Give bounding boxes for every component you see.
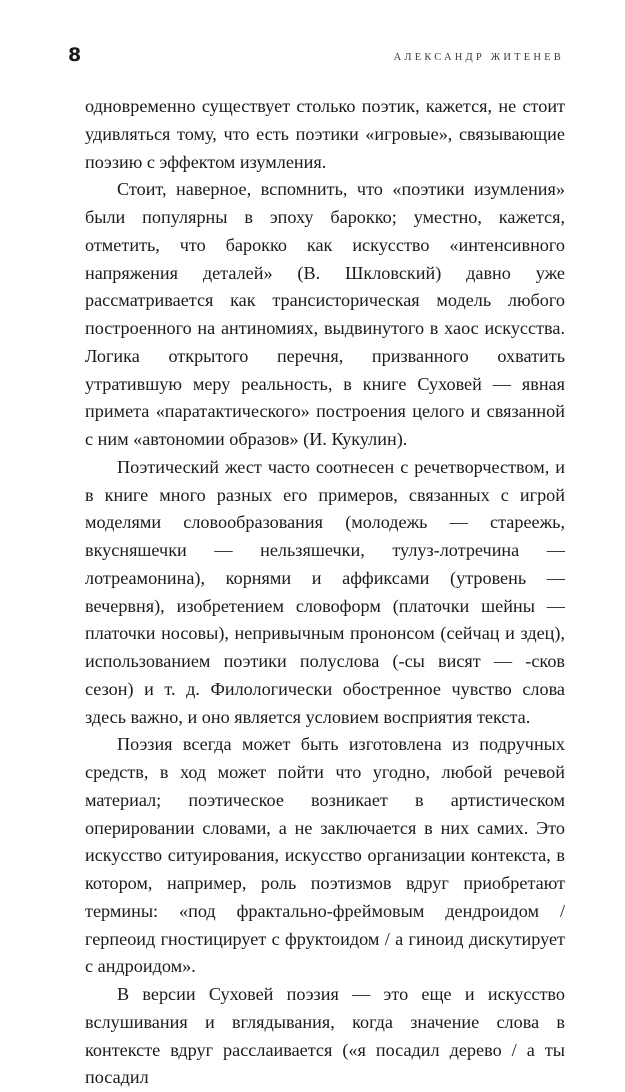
paragraph-1: одновременно существует столько поэтик, кажется, не стоит удивляться тому, что есть поэтики «игровые», связывающие поэзию с эффектом изумления. xyxy=(85,96,565,172)
running-head-author: АЛЕКСАНДР ЖИТЕНЕВ xyxy=(393,52,564,63)
page-number: 8 xyxy=(68,44,82,66)
paragraph-5: В версии Суховей поэзия — это еще и искусство вслушивания и вглядывания, когда значение слова в контексте вдруг расслаивается («я посадил дерево / а ты посадил xyxy=(85,984,565,1088)
paragraph-4: Поэзия всегда может быть изготовлена из подручных средств, в ход может пойти что угодно, любой речевой материал; поэтическое возникает в артистическом оперировании словами, а не заключается в них самих. Это искусство ситуирования, искусство организации контекста, в котором, например, роль поэтизмов вдруг приобретают термины: «под фрактально-фреймовым дендроидом / герпеоид гностицирует с фруктоидом / а гиноид дискутирует с андроидом». xyxy=(85,734,565,977)
paragraph-3: Поэтический жест часто соотнесен с речетворчеством, и в книге много разных его примеров, связанных с игрой моделями словообразования (молодежь — стареежь, вкусняшечки — нельзяшечки, тулуз-лотречина — лотреамонина), корнями и аффиксами (утровень — вечервня), изобретением словоформ (платочки шейны — платочки носовы), непривычным прононсом (сейчац и здец), использованием поэтики полуслова (-сы висят — -сков сезон) и т. д. Филологически обостренное чувство слова здесь важно, и оно является условием восприятия текста. xyxy=(85,456,565,727)
paragraph-2: Стоит, наверное, вспомнить, что «поэтики изумления» были популярны в эпоху барокко; уместно, кажется, отметить, что барокко как искусство «интенсивного напряжения деталей» (В. Шкловский) давно уже рассматривается как трансисторическая модель любого построенного на антиномиях, выдвинутого в хаос искусства. Логика открытого перечня, призванного охватить утратившую меру реальность, в книге Суховей — явная примета «паратактического» построения целого и связанной с ним «автономии образов» (И. Кукулин). xyxy=(85,179,565,449)
body-text xyxy=(85,93,565,1092)
